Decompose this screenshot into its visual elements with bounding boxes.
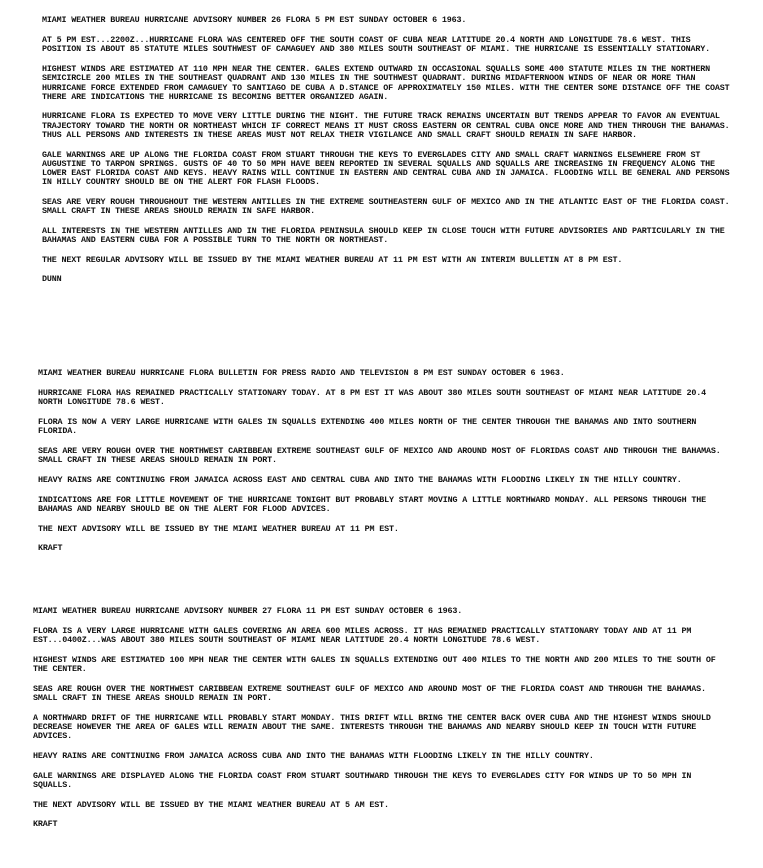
advisory-paragraph: HURRICANE FLORA IS EXPECTED TO MOVE VERY LITTLE DURING THE NIGHT. THE FUTURE TRACK REMAINS UNCERTAIN BUT TRENDS APPEAR TO FAVOR AN EVENTUAL TRAJECTORY TOWARD THE NORTH OR NORTHEAST WHICH IF CORRECT MEANS IT MUST CROSS EASTERN OR CENTRAL CUBA ONCE MORE AND THEN THROUGH THE BAHAMAS. THUS ALL PERSONS AND INTERESTS IN THESE AREAS MUST NOT RELAX THEIR VIGILANCE AND SMALL CRAFT SHOULD REMAIN IN SAFE HARBOR. [42, 111, 730, 140]
advisory-paragraph: GALE WARNINGS ARE DISPLAYED ALONG THE FLORIDA COAST FROM STUART SOUTHWARD THROUGH THE KEYS TO EVERGLADES CITY FOR WINDS UP TO 50 MPH IN SQUALLS. [33, 770, 692, 790]
advisory-26 [42, 16, 732, 285]
signature: KRAFT [38, 543, 63, 554]
bulletin-header: MIAMI WEATHER BUREAU HURRICANE FLORA BULLETIN FOR PRESS RADIO AND TELEVISION 8 PM EST SUNDAY OCTOBER 6 1963. [38, 368, 565, 378]
signature: KRAFT [33, 819, 58, 830]
bulletin-paragraph: SEAS ARE VERY ROUGH OVER THE NORTHWEST CARIBBEAN EXTREME SOUTHEAST GULF OF MEXICO AND AROUND MOST OF FLORIDAS COAST AND THROUGH THE BAHAMAS. SMALL CRAFT IN THESE AREAS SHOULD REMAIN IN PORT. [38, 446, 721, 466]
bulletin-paragraph: THE NEXT ADVISORY WILL BE ISSUED BY THE MIAMI WEATHER BUREAU AT 11 PM EST. [38, 523, 399, 534]
advisory-paragraph: ALL INTERESTS IN THE WESTERN ANTILLES AND IN THE FLORIDA PENINSULA SHOULD KEEP IN CLOSE TOUCH WITH FUTURE ADVISORIES AND PARTICULARLY IN THE BAHAMAS AND EASTERN CUBA FOR A POSSIBLE TURN TO THE NORTH OR NORTHEAST. [42, 225, 725, 245]
advisory-paragraph: GALE WARNINGS ARE UP ALONG THE FLORIDA COAST FROM STUART THROUGH THE KEYS TO EVERGLADES CITY AND SMALL CRAFT WARNINGS ELSEWHERE FROM ST AUGUSTINE TO TARPON SPRINGS. GUSTS OF 40 TO 50 MPH HAVE BEEN REPORTED IN SEVERAL SQUALLS AND SQUALLS ARE INCREASING IN FREQUENCY ALONG THE LOWER EAST FLORIDA COAST AND KEYS. HEAVY RAINS WILL CONTINUE IN EASTERN AND CENTRAL CUBA AND IN JAMAICA. FLOODING WILL BE GENERAL AND PERSONS IN HILLY COUNTRY SHOULD BE ON THE ALERT FOR FLASH FLOODS. [42, 149, 730, 188]
advisory-paragraph: AT 5 PM EST...2200Z...HURRICANE FLORA WAS CENTERED OFF THE SOUTH COAST OF CUBA NEAR LATITUDE 20.4 NORTH AND LONGITUDE 78.6 WEST. THIS POSITION IS ABOUT 85 STATUTE MILES SOUTHWEST OF CAMAGUEY AND 380 MILES SOUTH SOUTHEAST OF MIAMI. THE HURRICANE IS ESSENTIALLY STATIONARY. [42, 35, 710, 55]
advisory-paragraph: HIGHEST WINDS ARE ESTIMATED AT 110 MPH NEAR THE CENTER. GALES EXTEND OUTWARD IN OCCASIONAL SQUALLS SOME 400 STATUTE MILES IN THE NORTHERN SEMICIRCLE 200 MILES IN THE SOUTHEAST QUADRANT AND 130 MILES IN THE SOUTHWEST QUADRANT. DURING MIDAFTERNOON WINDS OF NEAR OR MORE THAN HURRICANE FORCE EXTENDED FROM CAMAGUEY TO SANTIAGO DE CUBA A D.STANCE OF APPROXIMATELY 150 MILES. WITH THE CENTER SOME DISTANCE OFF THE COAST THERE ARE INDICATIONS THE HURRICANE IS BECOMING BETTER ORGANIZED AGAIN. [42, 64, 730, 102]
advisory-paragraph: THE NEXT REGULAR ADVISORY WILL BE ISSUED BY THE MIAMI WEATHER BUREAU AT 11 PM EST WITH AN INTERIM BULLETIN AT 8 PM EST. [42, 254, 623, 265]
advisory-paragraph: FLORA IS A VERY LARGE HURRICANE WITH GALES COVERING AN AREA 600 MILES ACROSS. IT HAS REMAINED PRACTICALLY STATIONARY TODAY AND AT 11 PM EST...0400Z...WAS ABOUT 380 MILES SOUTH SOUTHEAST OF MIAMI NEAR LATITUDE 20.4 NORTH LONGITUDE 78.6 WEST. [33, 626, 692, 646]
bulletin-paragraph: HEAVY RAINS ARE CONTINUING FROM JAMAICA ACROSS EAST AND CENTRAL CUBA AND INTO THE BAHAMAS WITH FLOODING LIKELY IN THE HILLY COUNTRY. [38, 474, 682, 485]
advisory-paragraph: SEAS ARE VERY ROUGH THROUGHOUT THE WESTERN ANTILLES IN THE EXTREME SOUTHEASTERN GULF OF MEXICO AND IN THE ATLANTIC EAST OF THE FLORIDA COAST. SMALL CRAFT IN THESE AREAS SHOULD REMAIN IN SAFE HARBOR. [42, 196, 730, 217]
bulletin-paragraph: FLORA IS NOW A VERY LARGE HURRICANE WITH GALES IN SQUALLS EXTENDING 400 MILES NORTH OF THE CENTER THROUGH THE BAHAMAS AND INTO SOUTHERN FLORIDA. [38, 417, 697, 437]
bulletin-paragraph: HURRICANE FLORA HAS REMAINED PRACTICALLY STATIONARY TODAY. AT 8 PM EST IT WAS ABOUT 380 MILES SOUTH SOUTHEAST OF MIAMI NEAR LATITUDE 20.4 NORTH LONGITUDE 78.6 WEST. [38, 388, 706, 408]
bulletin-8pm [38, 369, 728, 553]
advisory-header: MIAMI WEATHER BUREAU HURRICANE ADVISORY NUMBER 26 FLORA 5 PM EST SUNDAY OCTOBER 6 1963. [42, 15, 467, 25]
advisory-paragraph: A NORTHWARD DRIFT OF THE HURRICANE WILL PROBABLY START MONDAY. THIS DRIFT WILL BRING THE CENTER BACK OVER CUBA AND THE HIGHEST WINDS SHOULD DECREASE HOWEVER THE AREA OF GALES WILL REMAIN ABOUT THE SAME. INTERESTS THROUGH THE BAHAMAS AND NEARBY SHOULD KEEP IN TOUCH WITH FUTURE ADVICES. [33, 712, 711, 742]
advisory-paragraph: HIGHEST WINDS ARE ESTIMATED 100 MPH NEAR THE CENTER WITH GALES IN SQUALLS EXTENDING OUT 400 MILES TO THE NORTH AND 200 MILES TO THE SOUTH OF THE CENTER. [33, 655, 716, 675]
advisory-paragraph: HEAVY RAINS ARE CONTINUING FROM JAMAICA ACROSS CUBA AND INTO THE BAHAMAS WITH FLOODING LIKELY IN THE HILLY COUNTRY. [33, 751, 594, 762]
advisory-paragraph: SEAS ARE ROUGH OVER THE NORTHWEST CARIBBEAN EXTREME SOUTHEAST GULF OF MEXICO AND AROUND MOST OF THE FLORIDA COAST AND THROUGH THE BAHAMAS. SMALL CRAFT IN THESE AREAS SHOULD REMAIN IN PORT. [33, 684, 706, 704]
signature: DUNN [42, 274, 62, 285]
advisory-header: MIAMI WEATHER BUREAU HURRICANE ADVISORY NUMBER 27 FLORA 11 PM EST SUNDAY OCTOBER 6 1963. [33, 606, 463, 616]
advisory-paragraph: THE NEXT ADVISORY WILL BE ISSUED BY THE MIAMI WEATHER BUREAU AT 5 AM EST. [33, 799, 389, 810]
bulletin-paragraph: INDICATIONS ARE FOR LITTLE MOVEMENT OF THE HURRICANE TONIGHT BUT PROBABLY START MOVING A LITTLE NORTHWARD MONDAY. ALL PERSONS THROUGH THE BAHAMAS AND NEARBY SHOULD BE ON THE ALERT FOR FLOOD ADVICES. [38, 494, 706, 514]
advisory-27 [33, 607, 733, 830]
